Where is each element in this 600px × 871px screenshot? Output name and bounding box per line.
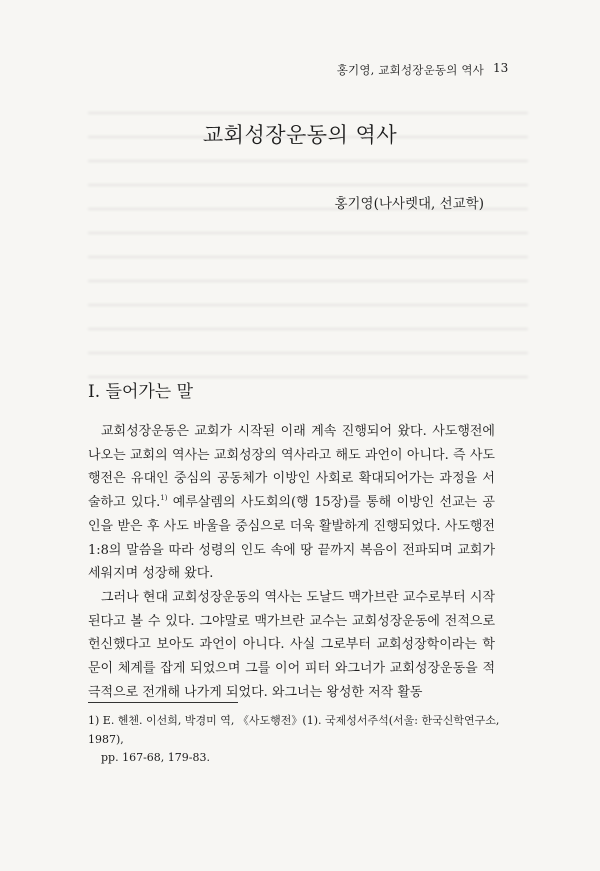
paragraph-1-part-a: 교회성장운동은 교회가 시작된 이래 계속 진행되어 왔다. 사도행전에 나오는 교회의 역사는 교회성장의 역사라고 해도 과언이 아니다. 즉 사도행전은 유대인 중심의 공동체가 이방인 사회로 확대되어가는 과정을 서술하고 있다.	[88, 424, 495, 511]
paragraph-1-part-b: 예루살렘의 사도회의(행 15장)를 통해 이방인 선교는 공인을 받은 후 사도 바울을 중심으로 더욱 활발하게 진행되었다. 사도행전 1:8의 말씀을 따라 성령의 인도 속에 땅 끝까지 복음이 전파되며 교회가 세워지며 성장해 왔다.	[88, 495, 495, 582]
footnote-line-1: 1) E. 헨첸. 이선희, 박경미 역, 《사도행전》(1). 국제성서주석(서울: 한국신학연구소, 1987),	[88, 714, 500, 746]
footnote-line-2: pp. 167-68, 179-83.	[101, 751, 210, 764]
footnote-reference: 1)	[160, 494, 168, 503]
paragraph-2: 그러나 현대 교회성장운동의 역사는 도날드 맥가브란 교수로부터 시작된다고 볼 수 있다. 그야말로 맥가브란 교수는 교회성장운동에 전적으로 헌신했다고 보아도 과언이 아니다. 사실 그로부터 교회성장학이라는 학문이 체계를 잡게 되었으며 그를 이어 피터 와그너가 교회성장운동을 적극적으로 전개해 나가게 되었다. 와그너는 왕성한 저작 활동	[88, 589, 495, 700]
page-number: 13	[493, 61, 509, 75]
footnote-divider	[88, 702, 238, 703]
section-heading: I. 들어가는 말	[88, 382, 194, 402]
running-header: 홍기영, 교회성장운동의 역사	[336, 63, 484, 77]
footnote	[88, 712, 500, 768]
body-text	[88, 420, 495, 704]
author-line: 홍기영(나사렛대, 선교학)	[334, 196, 484, 212]
article-title: 교회성장운동의 역사	[202, 123, 398, 147]
paragraph-1	[88, 420, 495, 586]
